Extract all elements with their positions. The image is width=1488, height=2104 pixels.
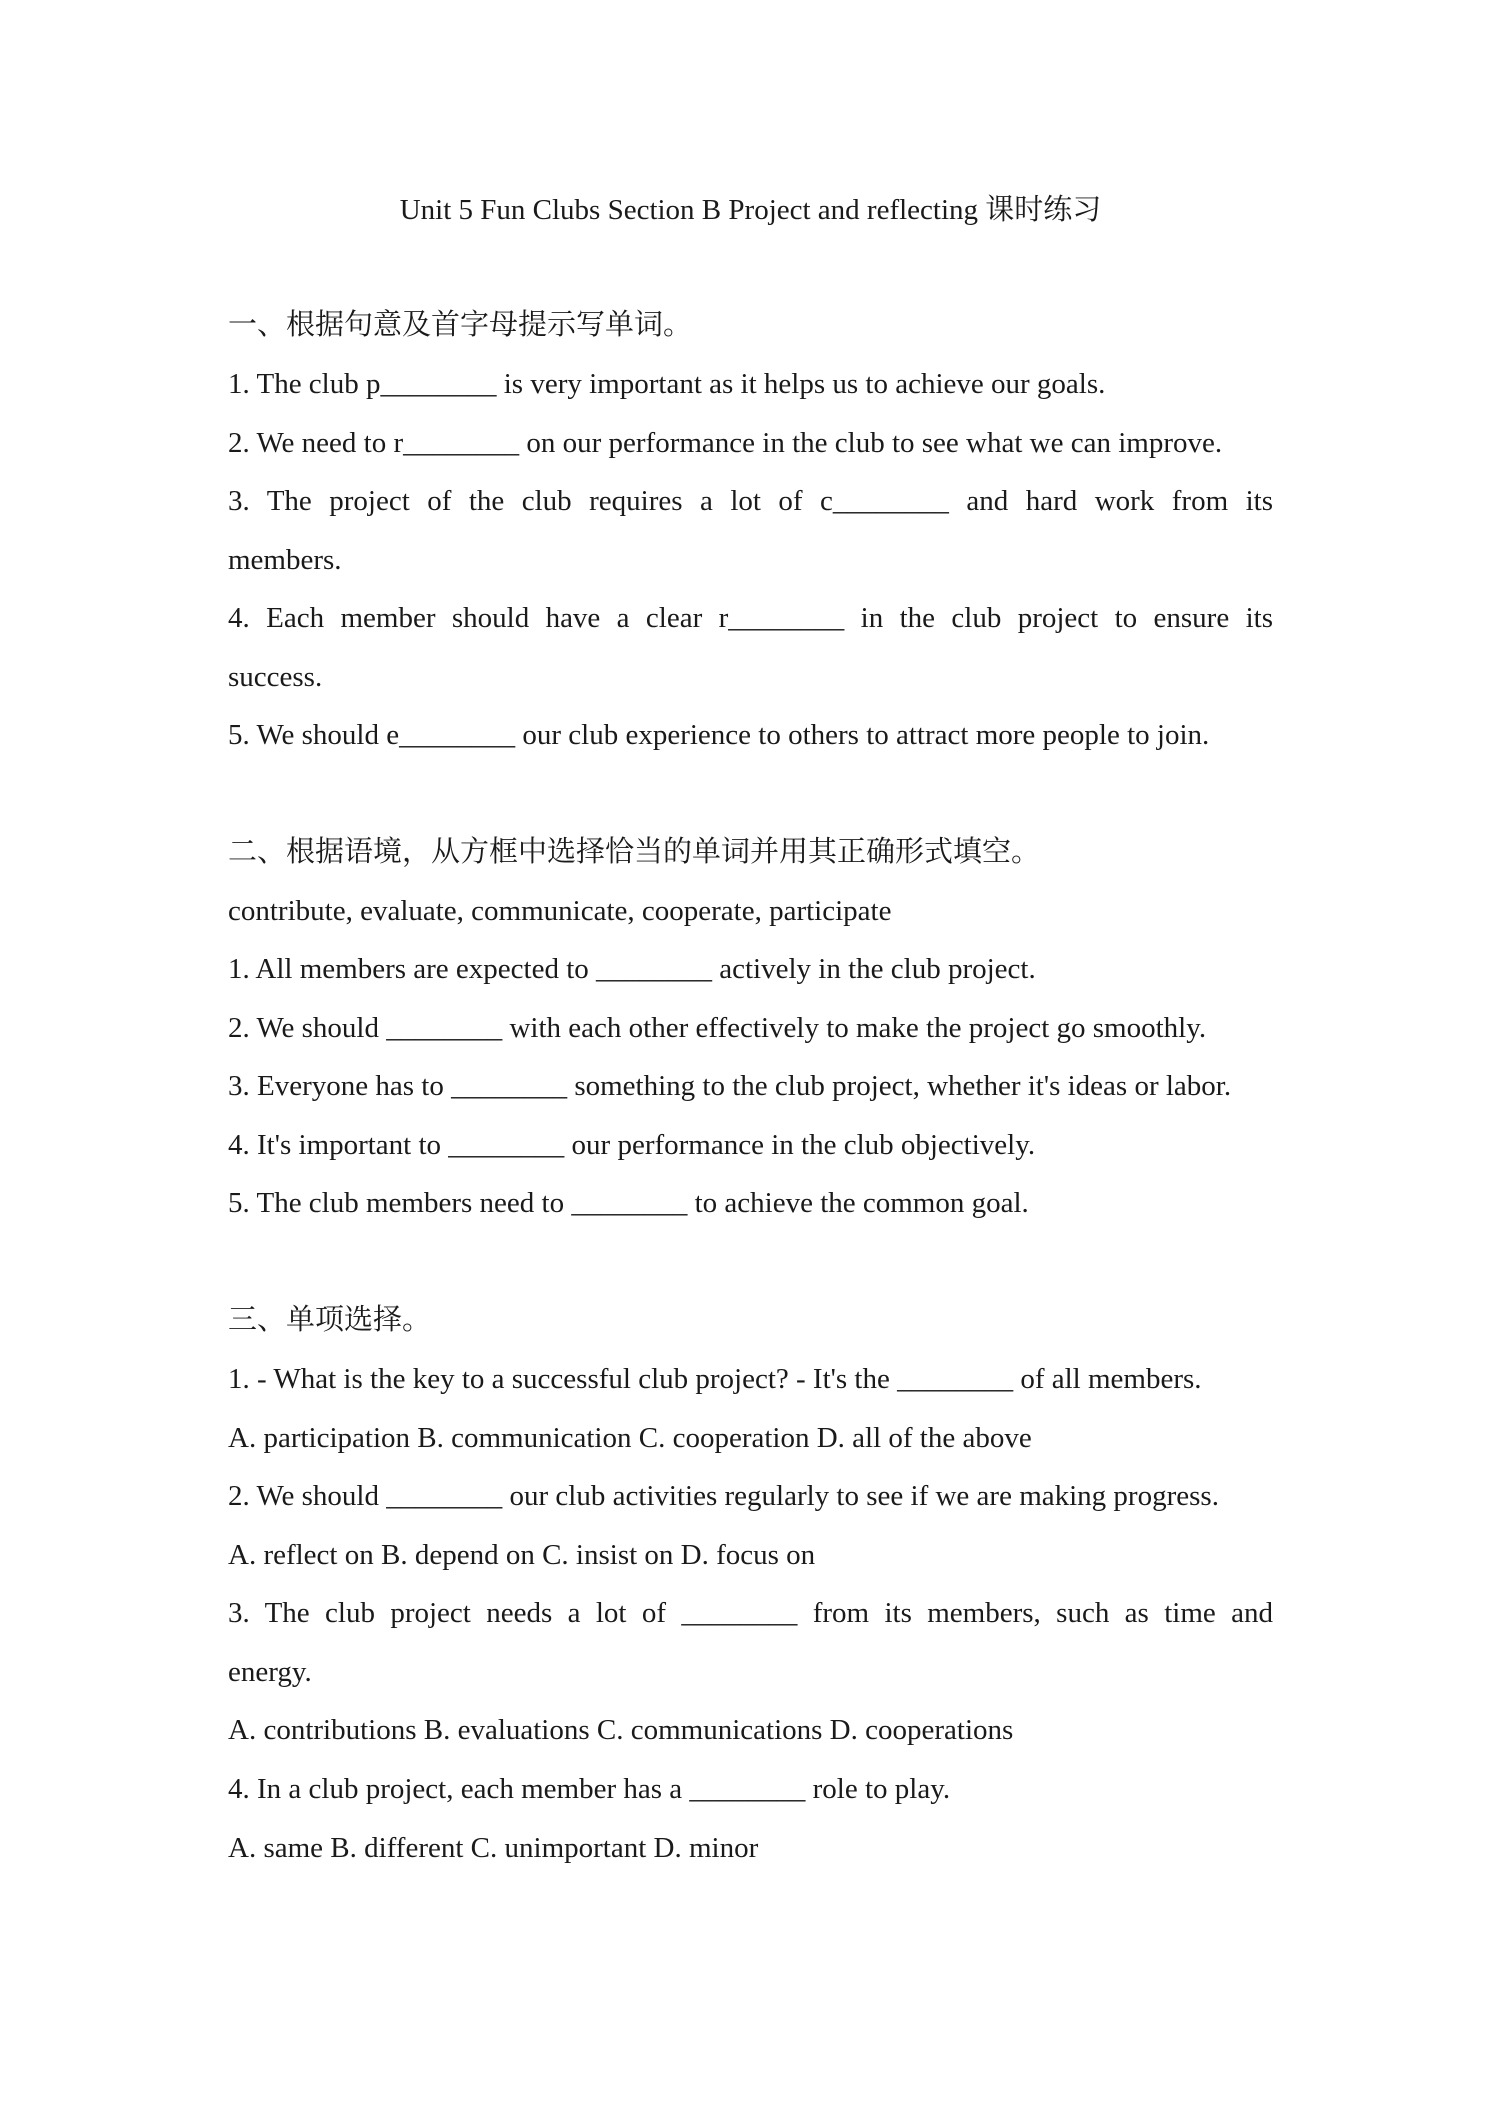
section3-item-4: 4. In a club project, each member has a ________ role to play.	[228, 1773, 951, 1805]
section1-item-3-cont: members.	[228, 544, 342, 576]
section1-heading: 一、根据句意及首字母提示写单词。	[228, 309, 693, 341]
page-title: Unit 5 Fun Clubs Section B Project and reflecting 课时练习	[399, 194, 1102, 226]
section3-item-4-options: A. same B. different C. unimportant D. minor	[228, 1832, 759, 1864]
section1-item-3: 3. The project of the club requires a lot of c________ and hard work from its	[228, 485, 1273, 517]
section3-item-1-options: A. participation B. communication C. cooperation D. all of the above	[228, 1422, 1032, 1454]
section3-item-2: 2. We should ________ our club activities regularly to see if we are making progress.	[228, 1480, 1219, 1512]
section2-item-1: 1. All members are expected to ________ actively in the club project.	[228, 953, 1036, 985]
section1-item-1: 1. The club p________ is very important as it helps us to achieve our goals.	[228, 368, 1106, 400]
section2-heading: 二、根据语境，从方框中选择恰当的单词并用其正确形式填空。	[228, 836, 1041, 868]
section3-item-2-options: A. reflect on B. depend on C. insist on D. focus on	[228, 1539, 816, 1571]
section1-item-4-cont: success.	[228, 661, 323, 693]
section2-item-5: 5. The club members need to ________ to achieve the common goal.	[228, 1187, 1029, 1219]
section3-item-3: 3. The club project needs a lot of ________ from its members, such as time and	[228, 1597, 1273, 1629]
section3-heading: 三、单项选择。	[228, 1304, 432, 1336]
section2-item-2: 2. We should ________ with each other effectively to make the project go smoothly.	[228, 1012, 1207, 1044]
section2-item-3: 3. Everyone has to ________ something to the club project, whether it's ideas or labor.	[228, 1070, 1232, 1102]
section2-word-box: contribute, evaluate, communicate, cooperate, participate	[228, 895, 892, 927]
section1-item-4: 4. Each member should have a clear r________ in the club project to ensure its	[228, 602, 1273, 634]
section3-item-1: 1. - What is the key to a successful club project? - It's the ________ of all members.	[228, 1363, 1202, 1395]
section1-item-2: 2. We need to r________ on our performance in the club to see what we can improve.	[228, 427, 1223, 459]
section1-item-5: 5. We should e________ our club experience to others to attract more people to join.	[228, 719, 1210, 751]
section3-item-3-options: A. contributions B. evaluations C. communications D. cooperations	[228, 1714, 1014, 1746]
section3-item-3-cont: energy.	[228, 1656, 312, 1688]
section2-item-4: 4. It's important to ________ our performance in the club objectively.	[228, 1129, 1036, 1161]
